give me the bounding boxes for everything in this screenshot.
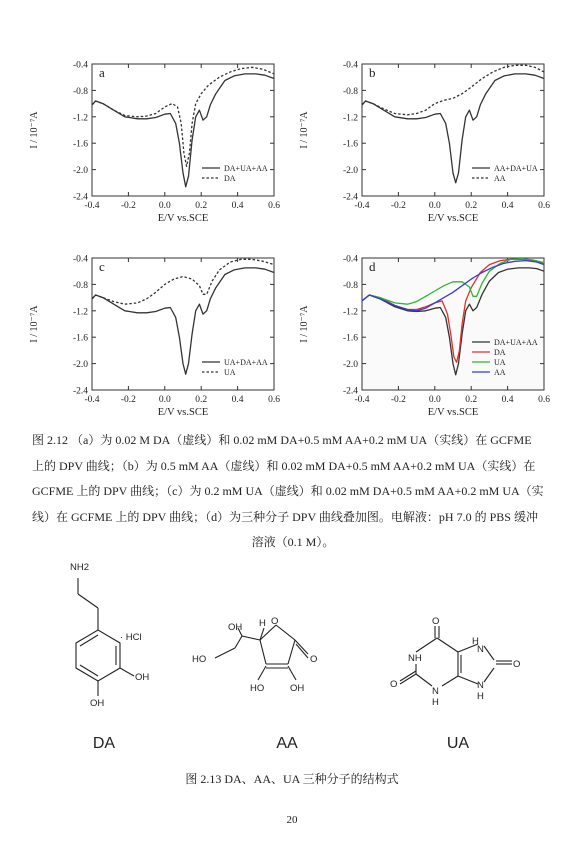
panel-label: d: [369, 259, 376, 274]
y-tick-label: -2.4: [342, 192, 358, 203]
legend-label: UA+DA+AA: [224, 358, 268, 367]
x-axis-label: E/V vs.SCE: [157, 213, 209, 224]
x-tick-label: 0.6: [538, 395, 550, 405]
x-tick-label: -0.4: [354, 201, 370, 211]
panel-label: b: [369, 65, 376, 80]
y-tick-label: -1.2: [72, 113, 88, 124]
x-tick-label: 0.0: [428, 395, 441, 405]
page-number: 20: [286, 814, 298, 826]
carbonyl-oxygen-label: O: [310, 654, 318, 665]
dpv-panel-c: [29, 255, 280, 419]
plot-frame: [92, 258, 274, 390]
y-tick-label: -1.6: [342, 333, 358, 344]
x-tick-label: -0.4: [84, 201, 100, 211]
hydrogen-label: H: [432, 697, 439, 708]
legend-label: UA: [494, 358, 506, 367]
x-tick-label: 0.4: [501, 395, 514, 405]
dpv-panel-b: [299, 61, 550, 225]
y-tick-label: -0.4: [342, 254, 358, 265]
legend-label: AA: [494, 174, 506, 183]
legend-label: UA: [224, 368, 236, 377]
nitrogen-label: N: [477, 644, 484, 655]
caption-line: 图 2.12 （a）为 0.02 M DA（虚线）和 0.02 mM DA+0.5 mM AA+0.2 mM UA（实线）在 GCFME: [32, 433, 532, 447]
ascorbic-acid-structure: [180, 558, 350, 728]
y-tick-label: -1.6: [72, 333, 88, 344]
dpv-panel-d: [299, 255, 550, 419]
y-tick-label: -1.2: [342, 307, 358, 318]
x-tick-label: 0.0: [158, 395, 171, 405]
plot-frame: [362, 64, 544, 196]
x-axis-label: E/V vs.SCE: [427, 213, 479, 224]
hydrogen-label: H: [472, 636, 479, 647]
carbonyl-oxygen-label: O: [390, 679, 398, 690]
y-axis-label: I / 10⁻⁷A: [299, 305, 310, 343]
dpv-panel-a: [29, 61, 280, 225]
y-axis-label: I / 10⁻⁷A: [29, 305, 40, 343]
x-tick-label: 0.2: [195, 395, 208, 405]
caption-line: 上的 DPV 曲线；（b）为 0.5 mM AA（虚线）和 0.02 mM DA+0.5 mM AA+0.2 mM UA（实线）在: [32, 458, 536, 473]
legend-label: DA+UA+AA: [224, 164, 268, 173]
x-tick-label: 0.6: [268, 395, 280, 405]
y-tick-label: -1.6: [72, 139, 88, 150]
y-tick-label: -2.0: [342, 360, 358, 371]
y-tick-label: -1.2: [72, 307, 88, 318]
x-tick-label: -0.2: [120, 201, 136, 211]
hydroxyl-label: HO: [250, 683, 265, 694]
figure-2-12-caption: [32, 428, 554, 556]
y-tick-label: -2.4: [342, 386, 358, 397]
y-tick-label: -2.0: [72, 360, 88, 371]
y-tick-label: -1.2: [342, 113, 358, 124]
carbonyl-oxygen-label: O: [432, 616, 440, 627]
x-tick-label: 0.4: [231, 201, 244, 211]
carbonyl-oxygen-label: O: [513, 659, 521, 670]
hcl-label: · HCl: [120, 632, 142, 643]
hydroxyl-label: OH: [290, 683, 305, 694]
hydrogen-label: H: [259, 618, 266, 629]
plot-frame: [362, 258, 544, 390]
y-tick-label: -0.8: [72, 86, 88, 97]
caption-line: GCFME 上的 DPV 曲线；（c）为 0.2 mM UA（虚线）和 0.02 mM DA+0.5 mM AA+0.2 mM UA（实: [32, 484, 544, 498]
panel-label: a: [99, 65, 105, 80]
x-tick-label: -0.2: [390, 201, 406, 211]
x-tick-label: 0.2: [465, 201, 478, 211]
panel-label: c: [99, 259, 105, 274]
figure-2-13-caption: 图 2.13 DA、AA、UA 三种分子的结构式: [185, 772, 399, 786]
nitrogen-label: N: [432, 686, 439, 697]
x-tick-label: 0.4: [231, 395, 244, 405]
x-axis-label: E/V vs.SCE: [427, 407, 479, 418]
dopamine-structure: [20, 558, 190, 728]
x-tick-label: -0.4: [354, 395, 370, 405]
y-tick-label: -2.0: [72, 166, 88, 177]
hydroxyl-label: OH: [228, 622, 243, 633]
nitrogen-label: N: [477, 680, 484, 691]
caption-line: 线）在 GCFME 上的 DPV 曲线；（d）为三种分子 DPV 曲线叠加图。电解液：pH 7.0 的 PBS 缓冲: [32, 509, 538, 524]
amine-label: NH2: [70, 562, 90, 573]
x-tick-label: 0.6: [268, 201, 280, 211]
hydroxyl-label: OH: [90, 698, 105, 709]
molecule-name: UA: [446, 735, 470, 752]
y-tick-label: -0.4: [342, 60, 358, 71]
legend-label: DA+UA+AA: [494, 338, 538, 347]
x-tick-label: -0.2: [120, 395, 136, 405]
x-tick-label: 0.4: [501, 201, 514, 211]
x-tick-label: 0.2: [195, 201, 208, 211]
x-tick-label: -0.4: [84, 395, 100, 405]
x-tick-label: 0.2: [465, 395, 478, 405]
y-tick-label: -1.6: [342, 139, 358, 150]
y-tick-label: -0.8: [342, 280, 358, 291]
molecule-name: DA: [92, 735, 116, 752]
y-tick-label: -0.4: [72, 60, 88, 71]
y-tick-label: -2.4: [72, 386, 88, 397]
legend-label: DA: [494, 348, 506, 357]
legend-label: AA: [494, 368, 506, 377]
x-tick-label: 0.0: [158, 201, 171, 211]
hydrogen-label: H: [477, 691, 484, 702]
y-tick-label: -0.4: [72, 254, 88, 265]
x-axis-label: E/V vs.SCE: [157, 407, 209, 418]
legend-label: AA+DA+UA: [494, 164, 538, 173]
ring-oxygen-label: O: [271, 616, 279, 627]
hydroxyl-label: OH: [135, 672, 150, 683]
uric-acid-structure: [370, 558, 540, 728]
caption-line: 溶液（0.1 M）。: [251, 535, 335, 549]
y-axis-label: I / 10⁻⁷A: [299, 111, 310, 149]
y-tick-label: -0.8: [72, 280, 88, 291]
x-tick-label: 0.0: [428, 201, 441, 211]
legend-label: DA: [224, 174, 236, 183]
y-tick-label: -2.0: [342, 166, 358, 177]
x-tick-label: 0.6: [538, 201, 550, 211]
y-tick-label: -2.4: [72, 192, 88, 203]
molecule-name: AA: [276, 735, 298, 752]
x-tick-label: -0.2: [390, 395, 406, 405]
y-tick-label: -0.8: [342, 86, 358, 97]
y-axis-label: I / 10⁻⁷A: [29, 111, 40, 149]
hydroxyl-label: HO: [192, 654, 207, 665]
imine-label: NH: [408, 653, 422, 664]
